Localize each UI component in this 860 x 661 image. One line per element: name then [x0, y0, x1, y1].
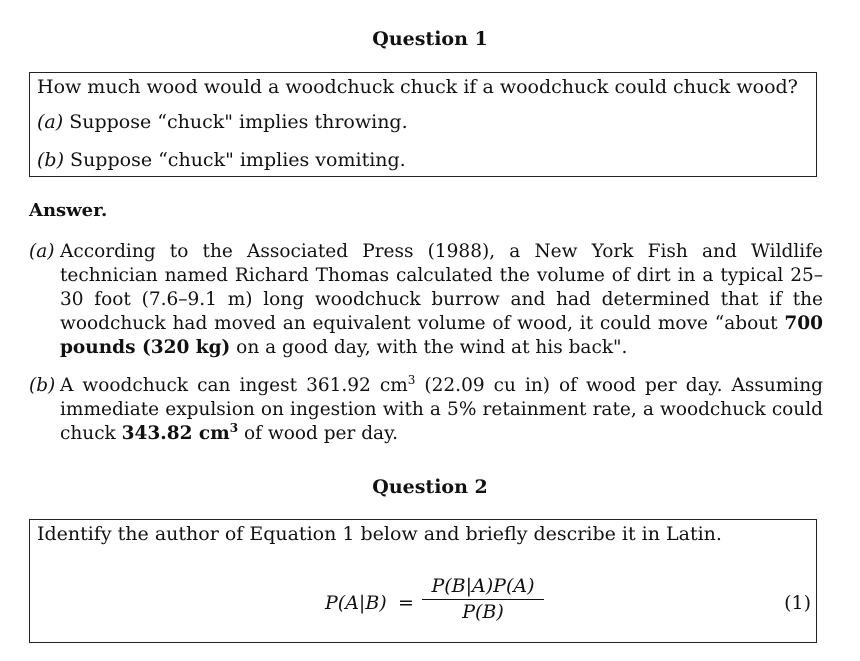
- question-2-title: Question 2: [372, 476, 488, 498]
- equation-row: [30, 568, 816, 638]
- answer-part-b: [29, 374, 823, 446]
- part-b-label: (b): [37, 149, 64, 171]
- part-a-label: (a): [37, 111, 64, 133]
- equation-fraction: [422, 574, 544, 623]
- equation-numerator: P(B|A)P(A): [431, 575, 535, 597]
- question-2-box: [29, 519, 817, 643]
- answer-a-text: [60, 240, 823, 360]
- answer-a-bold: 700 pounds (320 kg): [60, 313, 823, 358]
- answer-b-label: (b): [29, 375, 56, 396]
- answer-b-bold: 343.82 cm: [121, 423, 230, 444]
- question-1-part-a: [37, 111, 408, 133]
- equation-denominator: P(B): [462, 601, 504, 623]
- answer-b-post: of wood per day.: [238, 423, 398, 444]
- question-1-title: Question 1: [372, 28, 488, 50]
- question-1-box: [29, 72, 817, 177]
- question-1-part-b: [37, 149, 406, 171]
- fraction-bar: [422, 599, 544, 600]
- question-1-prompt: How much wood would a woodchuck chuck if a woodchuck could chuck wood?: [37, 76, 798, 98]
- part-b-text: Suppose “chuck" implies vomiting.: [70, 149, 406, 171]
- answer-heading: Answer.: [29, 200, 108, 221]
- answer-b-sup2: 3: [229, 420, 239, 435]
- equation-number: (1): [784, 592, 811, 614]
- answer-b-pre2: (22.09 cu in) of wood per day. Assuming immediate expulsion on ingestion with a 5% retainment rate, a woodchuck could chuck: [60, 375, 823, 444]
- answer-a-post: on a good day, with the wind at his back".: [230, 337, 628, 358]
- answer-a-label: (a): [29, 241, 55, 262]
- answer-b-text: [60, 374, 823, 446]
- answer-b-sup1: 3: [407, 372, 416, 387]
- answer-b-pre1: A woodchuck can ingest 361.92 cm: [60, 375, 408, 396]
- part-a-text: Suppose “chuck" implies throwing.: [69, 111, 408, 133]
- equals-sign: =: [398, 592, 414, 614]
- answer-a-pre: According to the Associated Press (1988), a New York Fish and Wildlife technician named Richard Thomas calculated the volume of dirt in a typical 25–30 foot (7.6–9.1 m) long woodchuck burrow and had determined that if the woodchuck had moved an equivalent volume of wood, it could move “about: [60, 241, 823, 334]
- question-2-prompt: Identify the author of Equation 1 below and briefly describe it in Latin.: [37, 523, 722, 545]
- equation-lhs: P(A|B): [325, 592, 387, 614]
- answer-part-a: [29, 240, 823, 360]
